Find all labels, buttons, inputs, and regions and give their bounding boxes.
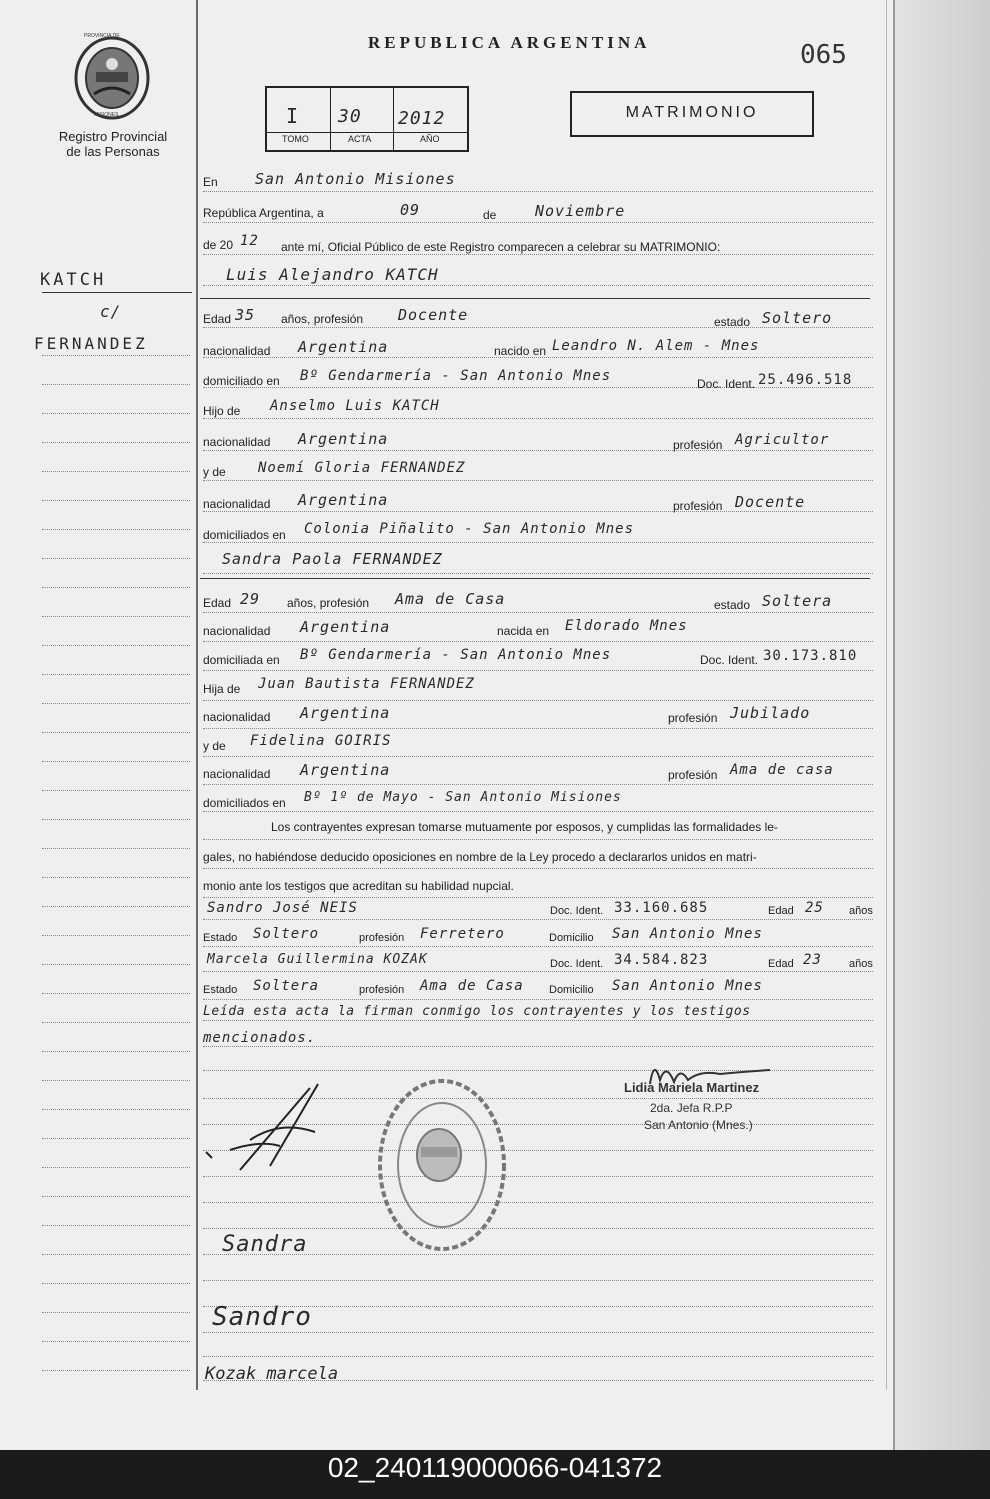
- margin-note-connector: c/: [100, 302, 122, 321]
- form-rule: [203, 971, 873, 972]
- groom-father-nationality: Argentina: [298, 430, 389, 448]
- groom-edad-label: Edad: [203, 312, 232, 326]
- witness1-signature: Sandro: [212, 1302, 312, 1332]
- form-rule: [203, 728, 873, 729]
- form-rule: [203, 450, 873, 451]
- margin-rule: [42, 906, 190, 907]
- form-rule: [203, 1356, 873, 1357]
- bride-estado: Soltera: [762, 592, 833, 610]
- tomo-value: I: [286, 104, 300, 128]
- margin-rule: [42, 819, 190, 820]
- witness1-edad-label: Edad: [768, 905, 794, 917]
- groom-mother-prof-label: profesión: [673, 499, 723, 513]
- bride-doc-label: Doc. Ident.: [700, 653, 759, 667]
- bride-father: Juan Bautista FERNANDEZ: [258, 676, 475, 692]
- declaration-line1: Los contrayentes expresan tomarse mutuamente por esposos, y cumplidas las formalidades le-: [271, 820, 778, 834]
- groom-father-nac-label: nacionalidad: [203, 435, 271, 449]
- margin-divider: [196, 0, 198, 1390]
- bride-mother-nac-label: nacionalidad: [203, 767, 271, 781]
- bride-nationality: Argentina: [300, 618, 391, 636]
- declaration-line3: monio ante los testigos que acreditan su habilidad nupcial.: [203, 879, 514, 893]
- form-rule: [203, 897, 873, 898]
- form-rule: [203, 254, 873, 255]
- margin-rule: [42, 384, 190, 385]
- witness2-profesion-label: profesión: [359, 984, 405, 996]
- groom-hijo-label: Hijo de: [203, 404, 241, 418]
- witness2-edad-label: Edad: [768, 958, 794, 970]
- acta-value: 30: [338, 106, 362, 127]
- margin-note-groom: KATCH: [40, 270, 107, 290]
- tomo-label: TOMO: [282, 134, 309, 144]
- right-rule: [886, 0, 887, 1390]
- form-rule: [203, 418, 873, 419]
- form-rule: [203, 784, 873, 785]
- groom-father-prof-label: profesión: [673, 438, 723, 452]
- day-value: 09: [400, 201, 421, 219]
- witness2-doc: 34.584.823: [614, 952, 709, 968]
- margin-rule: [42, 1225, 190, 1226]
- bride-nac-label: nacionalidad: [203, 624, 271, 638]
- witness1-domicilio-label: Domicilio: [549, 932, 594, 944]
- groom-profesion-label: años, profesión: [281, 312, 364, 326]
- margin-rule: [42, 1080, 190, 1081]
- bride-profesion-label: años, profesión: [287, 596, 370, 610]
- witness2-signature: Kozak marcela: [205, 1364, 339, 1384]
- bride-domicile: Bº Gendarmería - San Antonio Mnes: [300, 647, 612, 663]
- groom-signature-icon: [200, 1080, 340, 1180]
- province-seal-icon: [72, 34, 152, 122]
- registry-name-line1: Registro Provincial: [58, 129, 168, 144]
- margin-rule: [42, 1109, 190, 1110]
- witness1-anos-label: años: [849, 905, 873, 917]
- margin-rule: [42, 993, 190, 994]
- groom-birthplace: Leandro N. Alem - Mnes: [552, 338, 760, 354]
- form-rule: [203, 670, 873, 671]
- bride-estado-label: estado: [714, 598, 751, 612]
- witness2-estado: Soltera: [253, 978, 320, 994]
- form-rule: [203, 1280, 873, 1281]
- margin-rule: [42, 1167, 190, 1168]
- groom-mother: Noemí Gloria FERNANDEZ: [258, 460, 466, 476]
- margin-rule: [42, 935, 190, 936]
- form-rule: [203, 839, 873, 840]
- margin-rule: [42, 616, 190, 617]
- groom-doc-label: Doc. Ident.: [697, 377, 756, 391]
- form-rule: [203, 511, 873, 512]
- witness2-profession: Ama de Casa: [420, 978, 524, 994]
- form-rule: [203, 641, 873, 642]
- groom-profession: Docente: [398, 306, 469, 324]
- margin-rule: [42, 645, 190, 646]
- margin-rule: [42, 1312, 190, 1313]
- bride-mother-nationality: Argentina: [300, 761, 391, 779]
- bride-dom-label: domiciliada en: [203, 653, 280, 667]
- form-rule: [203, 919, 873, 920]
- declaration-line2: gales, no habiéndose deducido oposiciones en nombre de la Ley procedo a declararlos unidos en matri-: [203, 850, 757, 864]
- margin-rule: [42, 471, 190, 472]
- bride-mother-prof-label: profesión: [668, 768, 718, 782]
- form-rule: [203, 222, 873, 223]
- place-value: San Antonio Misiones: [255, 170, 456, 188]
- margin-rule: [42, 442, 190, 443]
- witness1-profession: Ferretero: [420, 926, 505, 942]
- bride-parents-domicile: Bº 1º de Mayo - San Antonio Misiones: [304, 790, 622, 805]
- acta-label: ACTA: [348, 134, 372, 144]
- margin-rule: [42, 877, 190, 878]
- groom-mother-nac-label: nacionalidad: [203, 497, 271, 511]
- form-rule: [203, 612, 873, 613]
- margin-rule: [42, 587, 190, 588]
- seal-bottom-text: MISIONES: [94, 112, 119, 118]
- form-rule: [203, 542, 873, 543]
- bride-mother: Fidelina GOIRIS: [250, 733, 392, 749]
- margin-rule: [42, 1341, 190, 1342]
- form-rule: [203, 946, 873, 947]
- margin-rule: [42, 964, 190, 965]
- registry-stamp-icon: [375, 1075, 510, 1255]
- bride-father-prof-label: profesión: [668, 711, 718, 725]
- year-prefix: de 20: [203, 238, 234, 252]
- groom-father: Anselmo Luis KATCH: [270, 398, 440, 414]
- groom-mother-profession: Docente: [735, 493, 806, 511]
- groom-father-profession: Agricultor: [735, 432, 830, 448]
- en-label: En: [203, 175, 218, 189]
- bride-signature: Sandra: [222, 1232, 308, 1257]
- bride-profession: Ama de Casa: [395, 590, 506, 608]
- margin-rule: [42, 1283, 190, 1284]
- witness1-name: Sandro José NEIS: [207, 900, 358, 916]
- form-rule: [203, 327, 873, 328]
- country-title: REPUBLICA ARGENTINA: [368, 33, 651, 52]
- witness1-domicile: San Antonio Mnes: [612, 926, 763, 942]
- page-number: 065: [800, 40, 847, 70]
- section-divider: [200, 298, 870, 299]
- seal-top-text: PROVINCIA DE: [84, 33, 120, 39]
- witness1-age: 25: [805, 900, 824, 916]
- margin-rule: [42, 703, 190, 704]
- month-value: Noviembre: [535, 202, 626, 220]
- intro-sentence: ante mí, Oficial Público de este Registro comparecen a celebrar su MATRIMONIO:: [281, 240, 721, 254]
- margin-rule: [42, 761, 190, 762]
- form-rule: [203, 756, 873, 757]
- bride-birthplace: Eldorado Mnes: [565, 618, 688, 634]
- margin-rule: [42, 500, 190, 501]
- official-role: 2da. Jefa R.P.P: [650, 1101, 733, 1115]
- de-label: de: [483, 208, 497, 222]
- closing-line2: mencionados.: [203, 1030, 317, 1046]
- witness1-profesion-label: profesión: [359, 932, 405, 944]
- official-place: San Antonio (Mnes.): [644, 1118, 753, 1132]
- witness2-age: 23: [803, 952, 822, 968]
- witness2-domicilio-label: Domicilio: [549, 984, 594, 996]
- groom-nationality: Argentina: [298, 338, 389, 356]
- form-rule: [203, 1228, 873, 1229]
- margin-note-bride: FERNANDEZ: [34, 334, 148, 353]
- act-type-label: MATRIMONIO: [625, 104, 759, 121]
- margin-rule: [42, 355, 190, 356]
- witness1-doc: 33.160.685: [614, 900, 709, 916]
- bride-age: 29: [240, 590, 261, 608]
- form-rule: [203, 573, 873, 574]
- form-rule: [203, 285, 873, 286]
- witness1-doc-label: Doc. Ident.: [550, 905, 604, 917]
- margin-rule: [42, 1022, 190, 1023]
- bride-parents-dom-label: domiciliados en: [203, 796, 286, 810]
- witness1-estado: Soltero: [253, 926, 320, 942]
- witness2-doc-label: Doc. Ident.: [550, 958, 604, 970]
- section-divider: [200, 578, 870, 579]
- republic-label: República Argentina, a: [203, 206, 324, 220]
- form-rule: [203, 1046, 873, 1047]
- official-name: Lidia Mariela Martinez: [624, 1080, 760, 1095]
- groom-parents-domicile: Colonia Piñalito - San Antonio Mnes: [304, 521, 635, 537]
- witness2-estado-label: Estado: [203, 984, 238, 996]
- bride-edad-label: Edad: [203, 596, 232, 610]
- margin-rule: [42, 558, 190, 559]
- groom-doc: 25.496.518: [758, 372, 853, 388]
- groom-estado-label: estado: [714, 315, 751, 329]
- witness2-name: Marcela Guillermina KOZAK: [207, 952, 428, 967]
- form-rule: [203, 1332, 873, 1333]
- form-rule: [203, 1202, 873, 1203]
- margin-rule: [42, 732, 190, 733]
- bride-yde-label: y de: [203, 739, 226, 753]
- form-rule: [203, 811, 873, 812]
- form-rule: [203, 999, 873, 1000]
- bride-father-nationality: Argentina: [300, 704, 391, 722]
- margin-rule: [42, 1370, 190, 1371]
- groom-name: Luis Alejandro KATCH: [226, 265, 439, 284]
- closing-line1: Leída esta acta la firman conmigo los contrayentes y los testigos: [203, 1004, 751, 1019]
- margin-rule: [42, 1254, 190, 1255]
- margin-rule: [42, 848, 190, 849]
- witness2-domicile: San Antonio Mnes: [612, 978, 763, 994]
- groom-parents-dom-label: domiciliados en: [203, 528, 286, 542]
- margin-rule: [42, 674, 190, 675]
- bride-father-profession: Jubilado: [730, 704, 811, 722]
- groom-nacido-label: nacido en: [494, 344, 547, 358]
- groom-dom-label: domiciliado en: [203, 374, 280, 388]
- groom-nac-label: nacionalidad: [203, 344, 271, 358]
- anio-label: AÑO: [420, 134, 440, 144]
- witness2-anos-label: años: [849, 958, 873, 970]
- form-rule: [203, 480, 873, 481]
- bride-mother-profession: Ama de casa: [730, 762, 834, 778]
- groom-yde-label: y de: [203, 465, 226, 479]
- bride-nacida-label: nacida en: [497, 624, 550, 638]
- year-suffix: 12: [240, 233, 259, 249]
- groom-mother-nationality: Argentina: [298, 491, 389, 509]
- margin-rule: [42, 1138, 190, 1139]
- anio-value: 2012: [398, 108, 446, 129]
- bride-name: Sandra Paola FERNANDEZ: [222, 550, 443, 568]
- form-rule: [203, 868, 873, 869]
- form-rule: [203, 700, 873, 701]
- groom-domicile: Bº Gendarmería - San Antonio Mnes: [300, 368, 612, 384]
- margin-rule: [42, 529, 190, 530]
- groom-estado: Soltero: [762, 309, 833, 327]
- margin-rule: [42, 790, 190, 791]
- form-rule: [203, 191, 873, 192]
- margin-rule: [42, 413, 190, 414]
- document-id: 02_240119000066-041372: [327, 1452, 663, 1483]
- bride-hija-label: Hija de: [203, 682, 241, 696]
- witness1-estado-label: Estado: [203, 932, 238, 944]
- form-rule: [203, 1020, 873, 1021]
- bride-father-nac-label: nacionalidad: [203, 710, 271, 724]
- margin-rule: [42, 1051, 190, 1052]
- margin-rule: [42, 1196, 190, 1197]
- registry-name-line2: de las Personas: [66, 144, 160, 159]
- groom-age: 35: [235, 306, 256, 324]
- bride-doc: 30.173.810: [763, 648, 858, 664]
